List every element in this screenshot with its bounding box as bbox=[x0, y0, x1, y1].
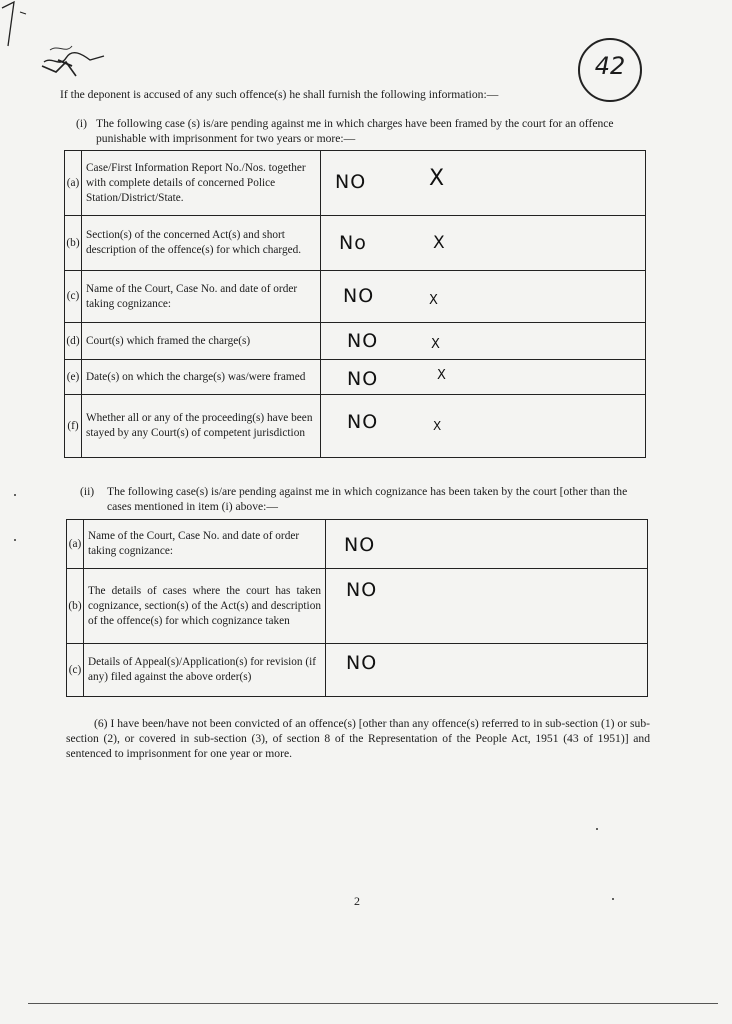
handwritten-answer: NO bbox=[346, 652, 378, 674]
handwritten-answer: NO bbox=[347, 411, 379, 433]
answer-cell bbox=[321, 323, 646, 360]
row-question: Details of Appeal(s)/Application(s) for revision (if any) filed against the above order(s) bbox=[84, 644, 326, 697]
row-label: (a) bbox=[65, 151, 82, 216]
handwritten-answer: NO bbox=[343, 285, 375, 307]
table-row bbox=[67, 520, 648, 569]
section-i-text: The following case (s) is/are pending against me in which charges have been framed by the court for an offence punishable with imprisonment for two years or more:— bbox=[96, 117, 614, 145]
row-question: Section(s) of the concerned Act(s) and short description of the offence(s) for which charged. bbox=[82, 216, 321, 271]
handwritten-cross: X bbox=[433, 233, 445, 253]
answer-cell bbox=[321, 151, 646, 216]
answer-cell bbox=[321, 216, 646, 271]
row-label: (c) bbox=[67, 644, 84, 697]
answer-cell bbox=[321, 360, 646, 395]
row-question: Case/First Information Report No./Nos. together with complete details of concerned Police Station/District/State. bbox=[82, 151, 321, 216]
row-question: Whether all or any of the proceeding(s) have been stayed by any Court(s) of competent jurisdiction bbox=[82, 395, 321, 458]
handwritten-answer: NO bbox=[347, 368, 379, 390]
table-row bbox=[65, 216, 646, 271]
handwritten-answer: NO bbox=[347, 330, 379, 352]
row-question: Court(s) which framed the charge(s) bbox=[82, 323, 321, 360]
table-row bbox=[65, 271, 646, 323]
section-ii-table bbox=[66, 519, 648, 697]
handwritten-cross: X bbox=[437, 368, 446, 383]
scan-speck bbox=[596, 828, 598, 830]
page-number: 2 bbox=[354, 894, 360, 908]
section-ii-heading bbox=[80, 484, 648, 514]
section-ii-number: (ii) bbox=[80, 485, 95, 498]
answer-cell bbox=[326, 520, 648, 569]
row-label: (a) bbox=[67, 520, 84, 569]
table-row bbox=[65, 360, 646, 395]
page-count-stamp bbox=[578, 38, 642, 102]
row-label: (c) bbox=[65, 271, 82, 323]
scan-speck bbox=[14, 539, 16, 541]
handwritten-answer: NO bbox=[344, 534, 376, 556]
row-label: (e) bbox=[65, 360, 82, 395]
scan-speck bbox=[612, 898, 614, 900]
answer-cell bbox=[321, 271, 646, 323]
table-row bbox=[65, 395, 646, 458]
scan-speck bbox=[14, 494, 16, 496]
row-question: Name of the Court, Case No. and date of order taking cognizance: bbox=[82, 271, 321, 323]
row-label: (b) bbox=[67, 569, 84, 644]
section-i-number: (i) bbox=[76, 117, 87, 130]
handwritten-cross: X bbox=[429, 166, 445, 191]
handwritten-cross: X bbox=[433, 419, 442, 433]
section-i-table bbox=[64, 150, 646, 458]
handwritten-answer: No bbox=[339, 232, 367, 254]
handwritten-answer: NO bbox=[346, 579, 378, 601]
table-row bbox=[67, 644, 648, 697]
section-ii-text: The following case(s) is/are pending against me in which cognizance has been taken by the court [other than the cases mentioned in item (i) above:— bbox=[107, 485, 628, 513]
answer-cell bbox=[326, 644, 648, 697]
table-row bbox=[65, 151, 646, 216]
stamp-number: 42 bbox=[594, 52, 626, 80]
table-row bbox=[65, 323, 646, 360]
bottom-rule bbox=[28, 1003, 718, 1004]
row-question: Date(s) on which the charge(s) was/were framed bbox=[82, 360, 321, 395]
handwritten-cross: X bbox=[429, 293, 438, 308]
row-label: (d) bbox=[65, 323, 82, 360]
row-question: The details of cases where the court has taken cognizance, section(s) of the Act(s) and description of the offence(s) for which cognizance taken bbox=[84, 569, 326, 644]
signature-scribble bbox=[32, 32, 112, 82]
handwritten-answer: NO bbox=[335, 171, 367, 193]
row-label: (b) bbox=[65, 216, 82, 271]
answer-cell bbox=[326, 569, 648, 644]
corner-pen-mark bbox=[0, 0, 30, 50]
section-i-heading bbox=[76, 116, 648, 146]
answer-cell bbox=[321, 395, 646, 458]
intro-text: If the deponent is accused of any such offence(s) he shall furnish the following information:— bbox=[60, 88, 499, 101]
row-label: (f) bbox=[65, 395, 82, 458]
handwritten-cross: X bbox=[431, 337, 440, 352]
row-question: Name of the Court, Case No. and date of order taking cognizance: bbox=[84, 520, 326, 569]
table-row bbox=[67, 569, 648, 644]
paragraph-6: (6) I have been/have not been convicted of an offence(s) [other than any offence(s) referred to in sub-section (1) or sub-section (2), or covered in sub-section (3), of section 8 of the Representation of the People Act, 1951 (43 of 1951)] and sentenced to imprisonment for one year or more. bbox=[66, 717, 650, 760]
